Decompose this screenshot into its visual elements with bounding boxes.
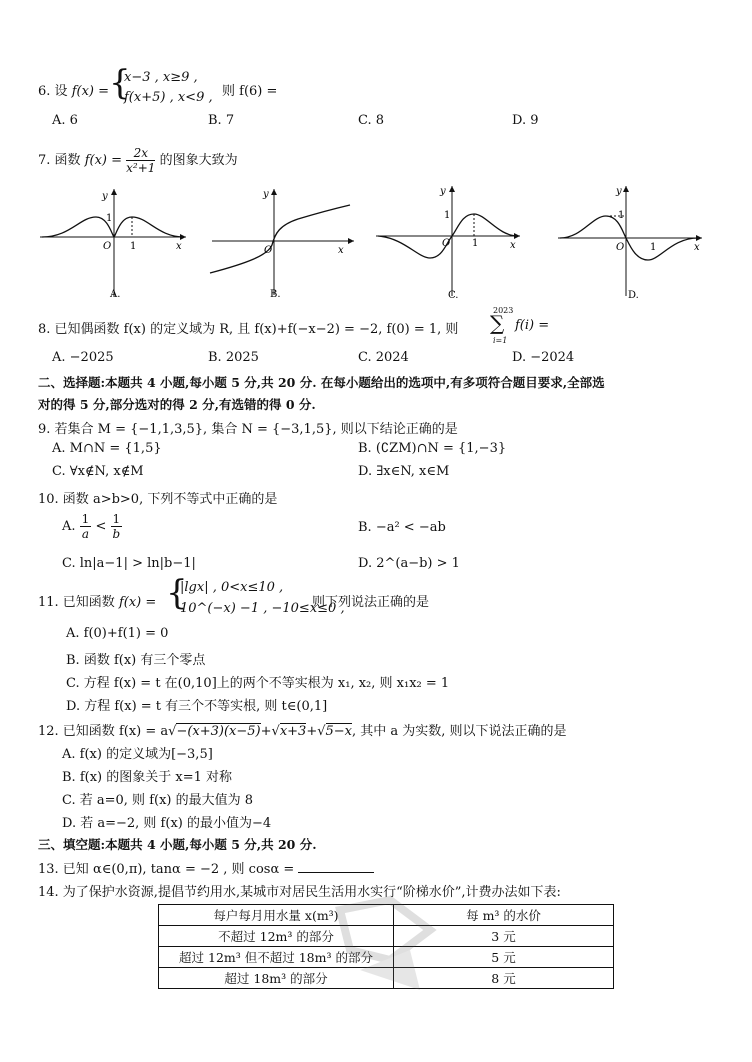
q10-a-frac1: [80, 512, 92, 541]
q11-option-b: B. 函数 f(x) 有三个零点: [66, 653, 206, 668]
graph-d-label: D.: [628, 290, 639, 300]
q10-option-c: C. ln|a−1| > ln|b−1|: [62, 556, 196, 571]
q6-case1: x−3 , x≥9 ,: [124, 70, 198, 85]
q10-a-lt: <: [95, 519, 107, 534]
graph-d-one-x: 1: [650, 242, 657, 253]
q7-prefix: 7. 函数: [38, 153, 81, 168]
table-cell-price: 5 元: [394, 947, 614, 968]
q11-prefix: 11. 已知函数: [38, 595, 115, 610]
graph-d-x-label: x: [694, 242, 700, 253]
graph-b-label: B.: [270, 289, 281, 300]
graph-c: [374, 182, 524, 300]
table-cell-usage: 不超过 12m³ 的部分: [159, 926, 394, 947]
graph-a-one-x: 1: [130, 241, 137, 252]
q7-suffix: 的图象大致为: [159, 153, 238, 168]
q7-func: f(x) =: [84, 153, 122, 168]
q12-prefix: 12. 已知函数 f(x) = a: [38, 724, 169, 739]
q11-brace: {: [166, 573, 188, 613]
q9-option-b: B. (∁ZM)∩N = {1,−3}: [358, 441, 507, 456]
q10-a-d2: b: [112, 527, 121, 541]
q12-rad2: x+3: [279, 724, 307, 739]
table-header-price: 每 m³ 的水价: [394, 905, 614, 926]
q10-a-d1: a: [81, 527, 90, 541]
watermark-logo: [330, 890, 440, 1000]
q8-sum-top: 2023: [493, 306, 514, 315]
graph-d-origin: O: [616, 242, 625, 253]
q10-a-prefix: A.: [62, 519, 76, 534]
q13-answer-blank[interactable]: [298, 860, 374, 873]
q11-option-d: D. 方程 f(x) = t 有三个不等实根, 则 t∈(0,1]: [66, 699, 328, 714]
q11-option-a: A. f(0)+f(1) = 0: [66, 626, 169, 641]
q11-func: f(x) =: [118, 595, 157, 610]
q7-stem: [38, 146, 238, 175]
section3-title: 三、填空题:本题共 4 小题,每小题 5 分,共 20 分.: [38, 837, 317, 852]
graph-b: [208, 185, 358, 300]
table-cell-usage: 超过 18m³ 的部分: [159, 968, 394, 989]
q12-option-a: A. f(x) 的定义域为[−3,5]: [62, 747, 213, 762]
q11-case1: |lgx| , 0<x≤10 ,: [180, 580, 284, 595]
q9-option-d: D. ∃x∈N, x∈M: [358, 464, 450, 479]
q8-option-c: C. 2024: [358, 350, 409, 365]
q8-option-b: B. 2025: [208, 350, 259, 365]
q6-suffix: 则 f(6) =: [222, 84, 278, 99]
table-cell-price: 3 元: [394, 926, 614, 947]
q8-sum-body: f(i) =: [515, 318, 550, 333]
q7-denominator: x²+1: [126, 161, 156, 175]
q12-sqrt3-icon: √: [317, 724, 326, 739]
graph-b-y-label: y: [263, 189, 269, 200]
q10-a-frac2: [111, 512, 123, 541]
graph-b-origin: O: [264, 245, 273, 256]
q12-sqrt2-icon: √: [271, 724, 280, 739]
q12-suffix: , 其中 a 为实数, 则以下说法正确的是: [352, 724, 567, 739]
graph-d: [556, 182, 706, 300]
graph-a-y-label: y: [102, 191, 108, 202]
q6-prefix: 6. 设: [38, 84, 68, 99]
graph-a-origin: O: [103, 241, 112, 252]
q12-stem: [38, 720, 567, 739]
graph-c-x-label: x: [510, 240, 516, 251]
q6-option-a: A. 6: [52, 113, 78, 128]
q8-sum-bottom: i=1: [493, 336, 508, 345]
graph-a-x-label: x: [176, 241, 182, 252]
q6-option-b: B. 7: [208, 113, 235, 128]
q8-stem: 8. 已知偶函数 f(x) 的定义域为 R, 且 f(x)+f(−x−2) = −2, f(0) = 1, 则: [38, 322, 459, 337]
q11-stem: [38, 591, 156, 610]
table-header-usage: 每户每月用水量 x(m³): [159, 905, 394, 926]
table-cell-usage: 超过 12m³ 但不超过 18m³ 的部分: [159, 947, 394, 968]
q7-fraction: [126, 146, 155, 175]
q14-stem: 14. 为了保护水资源,提倡节约用水,某城市对居民生活用水实行“阶梯水价”,计费办法如下表:: [38, 885, 561, 900]
graph-a-label: A.: [110, 289, 121, 300]
q10-option-a: [62, 512, 122, 541]
q6-brace: {: [109, 63, 131, 103]
q12-option-c: C. 若 a=0, 则 f(x) 的最大值为 8: [62, 793, 254, 808]
q13-stem: [38, 858, 374, 877]
q12-rad1: −(x+3)(x−5): [176, 724, 261, 739]
q12-plus1: +: [260, 724, 272, 739]
graph-c-one-x: 1: [472, 238, 479, 249]
graph-d-y-label: y: [616, 186, 622, 197]
q8-option-a: A. −2025: [52, 350, 114, 365]
q10-a-n1: 1: [81, 512, 90, 526]
table-cell-price: 8 元: [394, 968, 614, 989]
graph-c-origin: O: [442, 238, 451, 249]
q6-option-c: C. 8: [358, 113, 385, 128]
q12-plus2: +: [306, 724, 318, 739]
q13-text: 13. 已知 α∈(0,π), tanα = −2 , 则 cosα =: [38, 862, 295, 877]
q6-option-d: D. 9: [512, 113, 539, 128]
q11-option-c: C. 方程 f(x) = t 在(0,10]上的两个不等实根为 x₁, x₂, 则 x₁x₂ = 1: [66, 676, 450, 691]
q9-stem: 9. 若集合 M = {−1,1,3,5}, 集合 N = {−3,1,5}, 则以下结论正确的是: [38, 422, 458, 437]
q8-option-d: D. −2024: [512, 350, 575, 365]
q12-sqrt1-icon: √: [168, 724, 177, 739]
graph-d-one-y: 1: [618, 210, 625, 221]
section2-line1: 二、选择题:本题共 4 小题,每小题 5 分,共 20 分. 在每小题给出的选项中,有多项符合题目要求,全部选: [38, 375, 605, 390]
q10-stem: 10. 函数 a>b>0, 下列不等式中正确的是: [38, 492, 278, 507]
graph-c-label: C.: [448, 290, 459, 300]
graph-c-one-y: 1: [444, 210, 451, 221]
q9-option-a: A. M∩N = {1,5}: [52, 441, 162, 456]
q12-option-b: B. f(x) 的图象关于 x=1 对称: [62, 770, 232, 785]
graph-a-one-y: 1: [106, 213, 113, 224]
q11-suffix: 则下列说法正确的是: [312, 595, 430, 610]
graph-c-y-label: y: [440, 186, 446, 197]
q6-func: f(x) =: [71, 84, 109, 99]
q11-case2: 10^(−x) −1 , −10≤x≤0 ,: [180, 601, 345, 616]
q12-option-d: D. 若 a=−2, 则 f(x) 的最小值为−4: [62, 816, 272, 831]
q10-option-b: B. −a² < −ab: [358, 520, 446, 535]
q6-stem: [38, 80, 109, 99]
graph-a: [40, 185, 190, 300]
q6-case2: f(x+5) , x<9 ,: [124, 90, 213, 105]
q7-numerator: 2x: [126, 146, 155, 161]
graph-b-x-label: x: [338, 245, 344, 256]
q9-option-c: C. ∀x∉N, x∉M: [52, 464, 144, 479]
q10-a-n2: 1: [112, 512, 121, 526]
section2-line2: 对的得 5 分,部分选对的得 2 分,有选错的得 0 分.: [38, 397, 316, 412]
q8-sigma: ∑: [490, 311, 505, 335]
q12-rad3: 5−x: [325, 724, 353, 739]
q10-option-d: D. 2^(a−b) > 1: [358, 556, 460, 571]
